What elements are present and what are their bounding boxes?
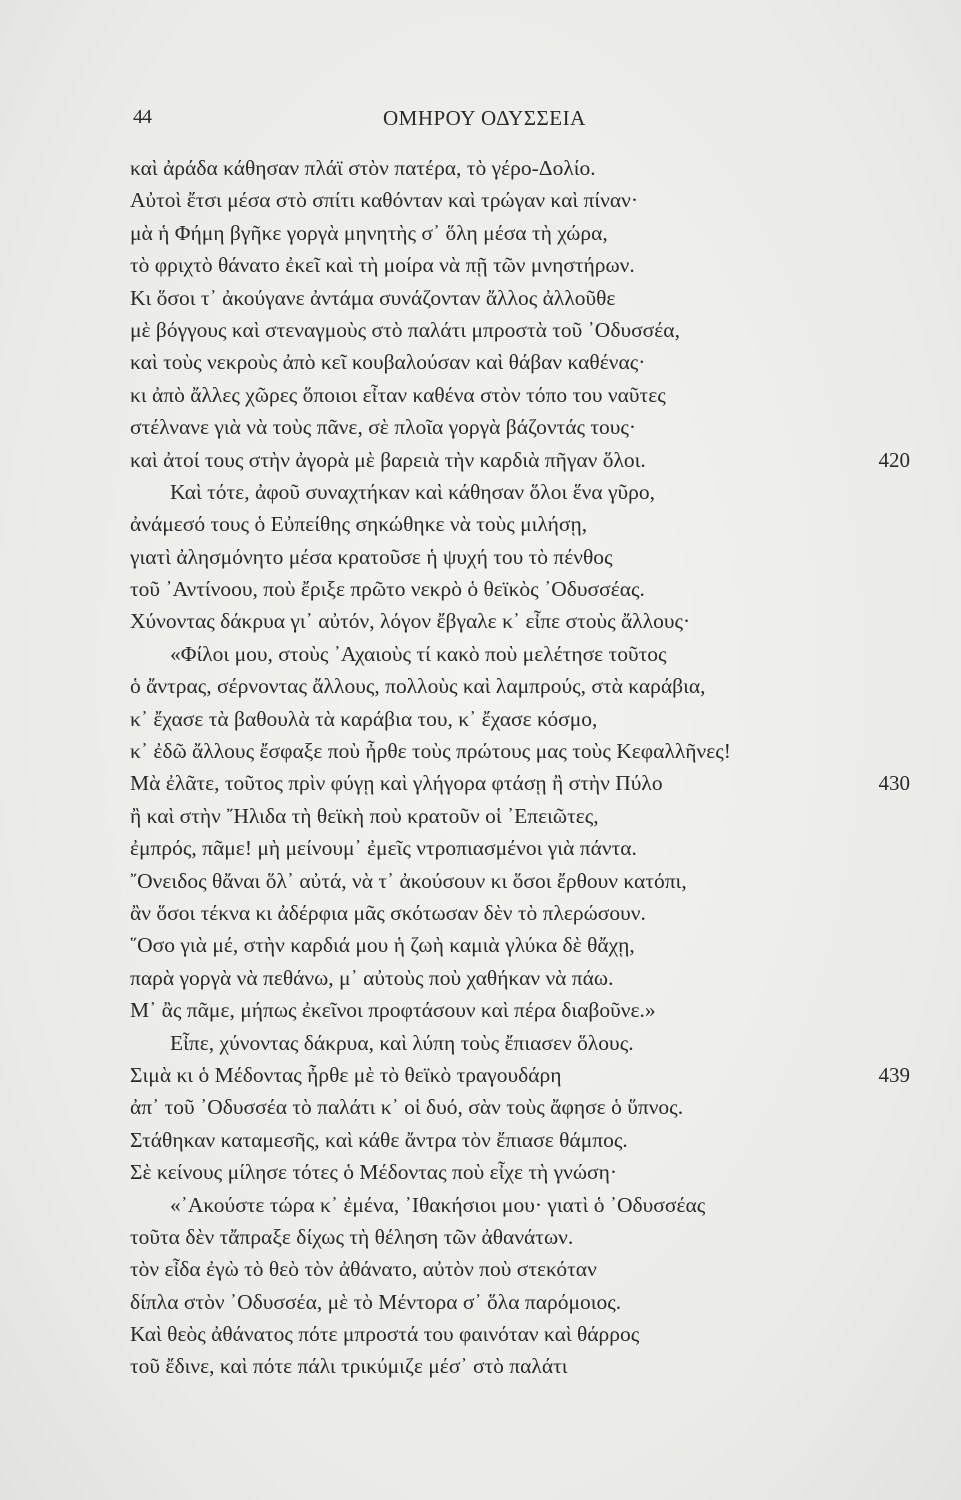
verse-text: «Φίλοι μου, στοὺς ᾽Αχαιοὺς τί κακὸ ποὺ μελέτησε τοῦτος (170, 641, 667, 666)
verse-line (130, 1091, 910, 1123)
verse-line (130, 605, 910, 637)
verse-text: κ᾽ ἐδῶ ἄλλους ἔσφαξε ποὺ ἦρθε τοὺς πρώτους μας τοὺς Κεφαλλῆνες! (130, 739, 731, 764)
verse-text: ἀπ᾽ τοῦ ᾽Οδυσσέα τὸ παλάτι κ᾽ οἱ δυό, σὰν τοὺς ἄφησε ὁ ὕπνος. (130, 1095, 684, 1120)
verse-text: Σιμὰ κι ὁ Μέδοντας ἦρθε μὲ τὸ θεϊκὸ τραγουδάρη (130, 1062, 562, 1087)
poem-text (130, 152, 910, 1383)
page-number: 44 (133, 106, 151, 128)
verse-line (130, 962, 910, 994)
verse-line (130, 444, 910, 476)
verse-line (130, 184, 910, 216)
verse-line (130, 152, 910, 184)
verse-text: κ᾽ ἔχασε τὰ βαθουλὰ τὰ καράβια του, κ᾽ ἔχασε κόσμο, (130, 706, 598, 731)
verse-text: ὁ ἄντρας, σέρνοντας ἄλλους, πολλοὺς καὶ λαμπρούς, στὰ καράβια, (130, 674, 706, 699)
verse-line (130, 314, 910, 346)
verse-text: ἢ καὶ στὴν ῎Ηλιδα τὴ θεϊκὴ ποὺ κρατοῦν οἱ ᾽Επειῶτες, (130, 803, 599, 828)
verse-line (130, 379, 910, 411)
verse-line (130, 638, 910, 670)
verse-text: Εἶπε, χύνοντας δάκρυα, καὶ λύπη τοὺς ἔπιασεν ὅλους. (170, 1030, 634, 1055)
verse-line (130, 1027, 910, 1059)
verse-text: μὲ βόγγους καὶ στεναγμοὺς στὸ παλάτι μπροστὰ τοῦ ᾽Οδυσσέα, (130, 317, 680, 342)
verse-text: καὶ ἀράδα κάθησαν πλάϊ στὸν πατέρα, τὸ γέρο-Δολίο. (130, 156, 596, 180)
verse-line (130, 411, 910, 443)
verse-text: δίπλα στὸν ᾽Οδυσσέα, μὲ τὸ Μέντορα σ᾽ ὅλα παρόμοιος. (130, 1289, 622, 1314)
verse-text: Μ᾽ ἂς πᾶμε, μήπως ἐκεῖνοι προφτάσουν καὶ πέρα διαβοῦνε.» (130, 998, 656, 1023)
verse-line (130, 767, 910, 799)
verse-line (130, 346, 910, 378)
verse-text: Κι ὅσοι τ᾽ ἀκούγανε ἀντάμα συνάζονταν ἄλλος ἀλλοῦθε (130, 285, 616, 310)
verse-line (130, 1221, 910, 1253)
verse-text: τοῦ ᾽Αντίνοου, ποὺ ἔριξε πρῶτο νεκρὸ ὁ θεϊκὸς ᾽Οδυσσέας. (130, 577, 645, 602)
verse-line (130, 897, 910, 929)
running-title: ΟΜΗΡΟΥ ΟΔΥΣΣΕΙΑ (383, 106, 586, 130)
verse-text: τὸ φριχτὸ θάνατο ἐκεῖ καὶ τὴ μοίρα νὰ πῇ τῶν μνηστήρων. (130, 253, 635, 278)
verse-line (130, 508, 910, 540)
verse-text: γιατὶ ἀλησμόνητο μέσα κρατοῦσε ἡ ψυχή του τὸ πένθος (130, 544, 613, 569)
verse-text: στέλνανε γιὰ νὰ τοὺς πᾶνε, σὲ πλοῖα γοργὰ βάζοντάς τους· (130, 415, 637, 440)
verse-line (130, 282, 910, 314)
verse-text: Καὶ τότε, ἀφοῦ συναχτήκαν καὶ κάθησαν ὅλοι ἕνα γῦρο, (170, 479, 655, 504)
line-number: 430 (878, 771, 910, 796)
verse-line (130, 832, 910, 864)
verse-text: Χύνοντας δάκρυα γι᾽ αὐτόν, λόγον ἔβγαλε κ᾽ εἶπε στοὺς ἄλλους· (130, 609, 691, 634)
verse-text: παρὰ γοργὰ νὰ πεθάνω, μ᾽ αὐτοὺς ποὺ χαθήκαν νὰ πάω. (130, 965, 614, 990)
verse-text: κι ἀπὸ ἄλλες χῶρες ὅποιοι εἶταν καθένα στὸν τόπο του ναῦτες (130, 382, 666, 407)
verse-text: τὸν εἶδα ἐγὼ τὸ θεὸ τὸν ἀθάνατο, αὐτὸν ποὺ στεκόταν (130, 1257, 597, 1282)
verse-text: τοῦτα δὲν τἄπραξε δίχως τὴ θέληση τῶν ἀθανάτων. (130, 1224, 574, 1249)
verse-text: «᾽Ακούστε τώρα κ᾽ ἐμένα, ᾽Ιθακήσιοι μου· γιατὶ ὁ ᾽Οδυσσέας (170, 1192, 706, 1217)
verse-line (130, 994, 910, 1026)
verse-line (130, 249, 910, 281)
verse-text: ἐμπρός, πᾶμε! μὴ μείνουμ᾽ ἐμεῖς ντροπιασμένοι γιὰ πάντα. (130, 836, 637, 861)
verse-line (130, 1318, 910, 1350)
verse-text: Μὰ ἐλᾶτε, τοῦτος πρὶν φύγῃ καὶ γλήγορα φτάσῃ ἢ στὴν Πύλο (130, 771, 663, 796)
verse-text: Αὐτοὶ ἔτσι μέσα στὸ σπίτι καθόνταν καὶ τρώγαν καὶ πίναν· (130, 188, 639, 213)
verse-line (130, 1124, 910, 1156)
verse-text: Στάθηκαν καταμεσῆς, καὶ κάθε ἄντρα τὸν ἔπιασε θάμπος. (130, 1127, 628, 1152)
line-number: 439 (878, 1062, 910, 1087)
page-header (0, 106, 961, 136)
verse-line (130, 541, 910, 573)
verse-line (130, 670, 910, 702)
verse-line (130, 703, 910, 735)
verse-text: τοῦ ἔδινε, καὶ πότε πάλι τρικύμιζε μέσ᾽ στὸ παλάτι (130, 1354, 568, 1379)
verse-line (130, 929, 910, 961)
verse-line (130, 1156, 910, 1188)
verse-text: Σὲ κείνους μίλησε τότες ὁ Μέδοντας ποὺ εἶχε τὴ γνώση· (130, 1160, 617, 1185)
verse-line (130, 1350, 910, 1382)
verse-text: μὰ ἡ Φήμη βγῆκε γοργὰ μηνητὴς σ᾽ ὅλη μέσα τὴ χώρα, (130, 220, 608, 245)
verse-text: ῎Ονειδος θἄναι ὅλ᾽ αὐτά, νὰ τ᾽ ἀκούσουν κι ὅσοι ἔρθουν κατόπι, (130, 868, 687, 893)
verse-line (130, 1059, 910, 1091)
line-number: 420 (878, 447, 910, 472)
verse-line (130, 476, 910, 508)
verse-text: ἀνάμεσό τους ὁ Εὐπείθης σηκώθηκε νὰ τοὺς μιλήσῃ, (130, 512, 588, 537)
verse-text: ῞Οσο γιὰ μέ, στὴν καρδιά μου ἡ ζωὴ καμιὰ γλύκα δὲ θἄχῃ, (130, 933, 635, 958)
verse-line (130, 1286, 910, 1318)
verse-text: ἂν ὅσοι τέκνα κι ἀδέρφια μᾶς σκότωσαν δὲν τὸ πλερώσουν. (130, 900, 646, 925)
verse-text: Καὶ θεὸς ἀθάνατος πότε μπροστά του φαινόταν καὶ θάρρος (130, 1322, 640, 1347)
verse-line (130, 735, 910, 767)
verse-text: καὶ ἀτοί τους στὴν ἀγορὰ μὲ βαρειὰ τὴν καρδιὰ πῆγαν ὅλοι. (130, 447, 646, 472)
verse-line (130, 865, 910, 897)
verse-line (130, 800, 910, 832)
verse-line (130, 573, 910, 605)
verse-line (130, 217, 910, 249)
verse-line (130, 1189, 910, 1221)
verse-line (130, 1253, 910, 1285)
verse-text: καὶ τοὺς νεκροὺς ἀπὸ κεῖ κουβαλούσαν καὶ θάβαν καθένας· (130, 350, 646, 375)
